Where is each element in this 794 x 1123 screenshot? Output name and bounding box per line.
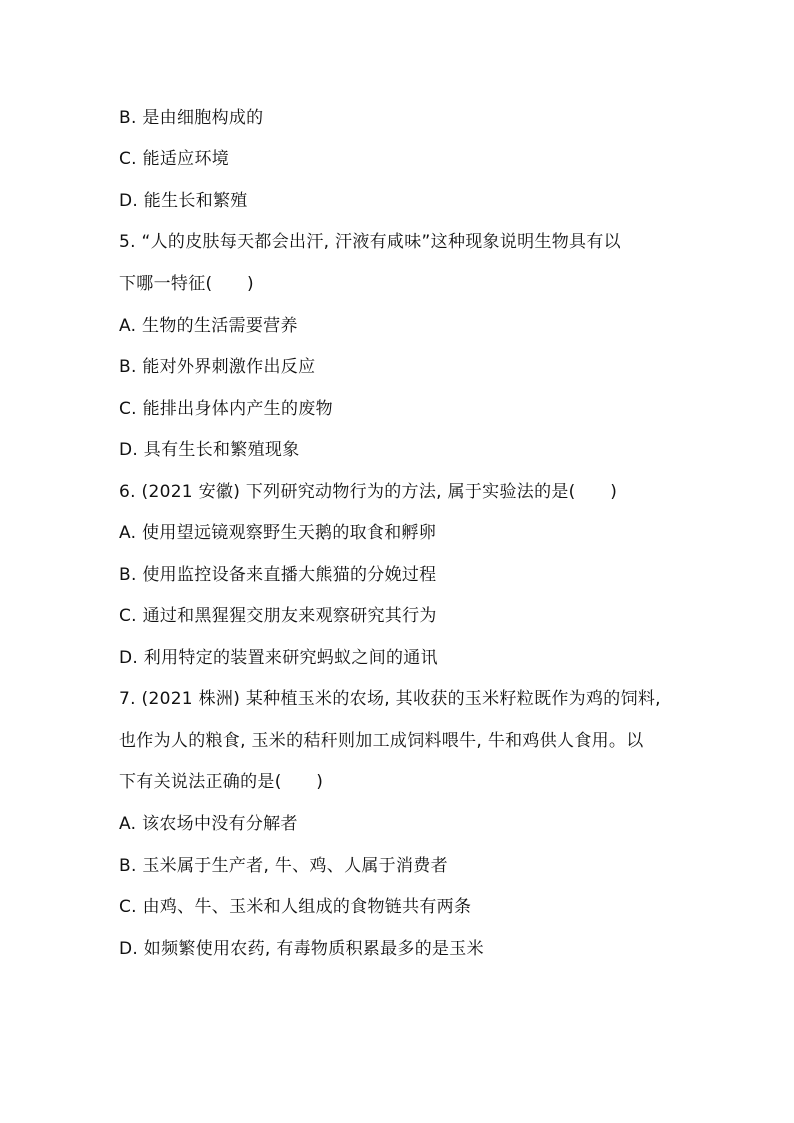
- q5-stem-line-2: 下哪一特征( ): [119, 274, 254, 294]
- q6-option-c: C. 通过和黑猩猩交朋友来观察研究其行为: [119, 606, 437, 626]
- q6-option-a: A. 使用望远镜观察野生天鹅的取食和孵卵: [119, 523, 437, 543]
- q4-option-d: D. 能生长和繁殖: [119, 191, 248, 211]
- q5-stem-line-1: 5. “人的皮肤每天都会出汗, 汗液有咸味”这种现象说明生物具有以: [119, 232, 621, 252]
- q7-option-a: A. 该农场中没有分解者: [119, 814, 298, 834]
- q6-option-d: D. 利用特定的装置来研究蚂蚁之间的通讯: [119, 648, 438, 668]
- q7-option-c: C. 由鸡、牛、玉米和人组成的食物链共有两条: [119, 897, 472, 917]
- q6-option-b: B. 使用监控设备来直播大熊猫的分娩过程: [119, 565, 437, 585]
- q7-stem-line-3: 下有关说法正确的是( ): [119, 772, 324, 792]
- q4-option-c: C. 能适应环境: [119, 149, 230, 169]
- q5-option-a: A. 生物的生活需要营养: [119, 316, 298, 336]
- q6-stem: 6. (2021 安徽) 下列研究动物行为的方法, 属于实验法的是( ): [119, 482, 618, 502]
- q7-stem-line-1: 7. (2021 株洲) 某种植玉米的农场, 其收获的玉米籽粒既作为鸡的饲料,: [119, 689, 661, 709]
- q4-option-b: B. 是由细胞构成的: [119, 108, 264, 128]
- q5-option-c: C. 能排出身体内产生的废物: [119, 399, 333, 419]
- q5-option-b: B. 能对外界刺激作出反应: [119, 357, 316, 377]
- q7-option-b: B. 玉米属于生产者, 牛、鸡、人属于消费者: [119, 856, 448, 876]
- q5-option-d: D. 具有生长和繁殖现象: [119, 440, 300, 460]
- q7-option-d: D. 如频繁使用农药, 有毒物质积累最多的是玉米: [119, 939, 484, 959]
- q7-stem-line-2: 也作为人的粮食, 玉米的秸秆则加工成饲料喂牛, 牛和鸡供人食用。以: [119, 731, 644, 751]
